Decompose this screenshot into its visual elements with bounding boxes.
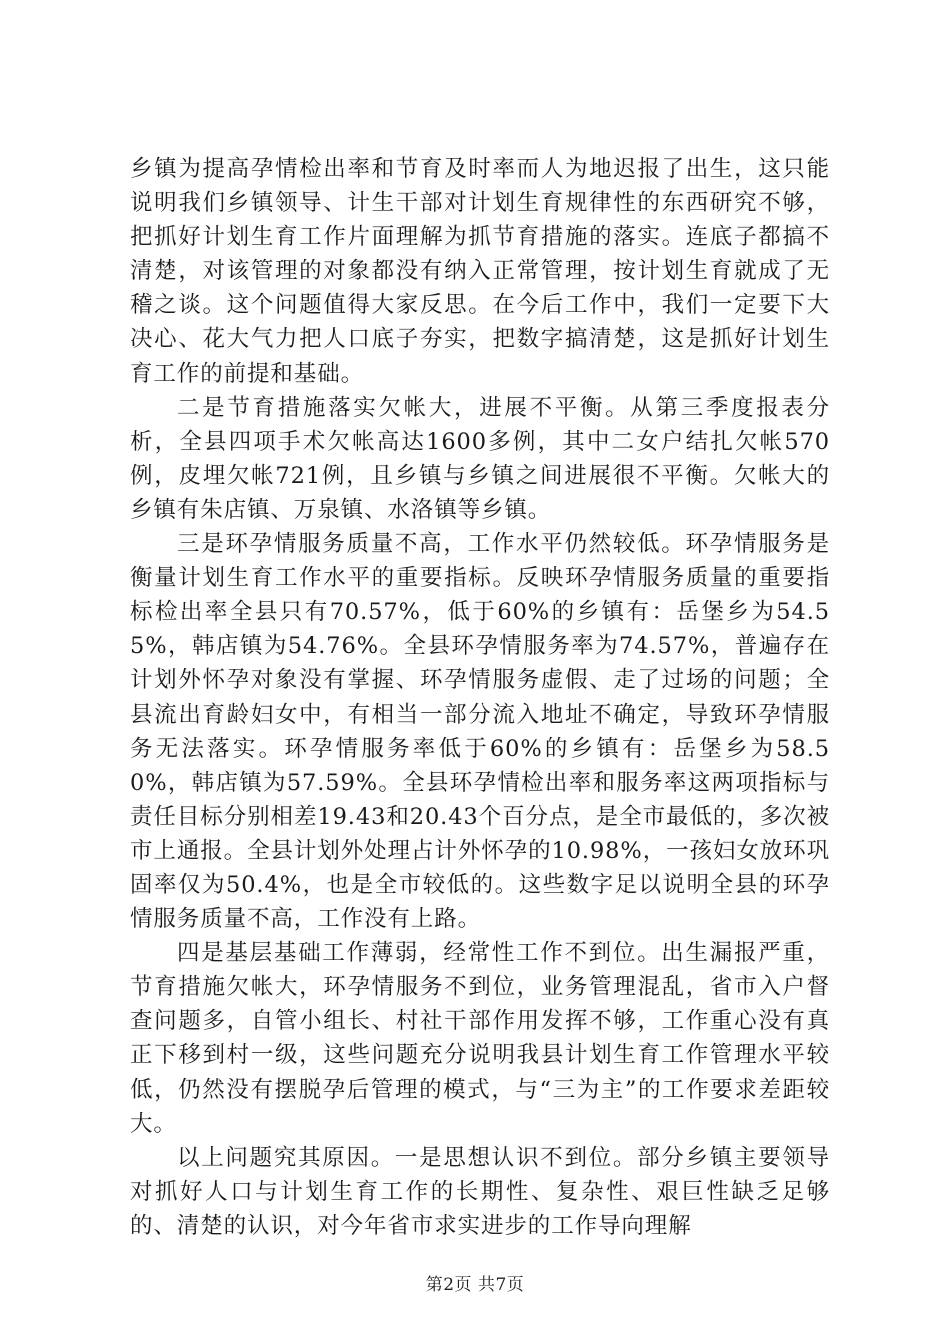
- paragraph-continuation: 乡镇为提高孕情检出率和节育及时率而人为地迟报了出生，这只能说明我们乡镇领导、计生干部对计划生育规律性的东西研究不够，把抓好计划生育工作片面理解为抓节育措施的落实。连底子都搞不清楚，对该管理的对象都没有纳入正常管理，按计划生育就成了无稽之谈。这个问题值得大家反思。在今后工作中，我们一定要下大决心、花大气力把人口底子夯实，把数字搞清楚，这是抓好计划生育工作的前提和基础。: [130, 156, 830, 387]
- paragraph-point-four: 四是基层基础工作薄弱，经常性工作不到位。出生漏报严重，节育措施欠帐大，环孕情服务不到位，业务管理混乱，省市入户督查问题多，自管小组长、村社干部作用发挥不够，工作重心没有真正下移到村一级，这些问题充分说明我县计划生育工作管理水平较低，仍然没有摆脱孕后管理的模式，与“三为主”的工作要求差距较大。: [130, 940, 830, 1137]
- paragraph-point-two: 二是节育措施落实欠帐大，进展不平衡。从第三季度报表分析，全县四项手术欠帐高达1600多例，其中二女户结扎欠帐570例，皮埋欠帐721例，且乡镇与乡镇之间进展很不平衡。欠帐大的乡镇有朱店镇、万泉镇、水洛镇等乡镇。: [130, 394, 830, 523]
- page-footer: 第2页 共7页: [425, 1275, 525, 1295]
- document-body: [130, 152, 830, 1243]
- paragraph-causes: 以上问题究其原因。一是思想认识不到位。部分乡镇主要领导对抓好人口与计划生育工作的长期性、复杂性、艰巨性缺乏足够的、清楚的认识，对今年省市求实进步的工作导向理解: [130, 1144, 830, 1239]
- paragraph-point-three: 三是环孕情服务质量不高，工作水平仍然较低。环孕情服务是衡量计划生育工作水平的重要指标。反映环孕情服务质量的重要指标检出率全县只有70.57%，低于60%的乡镇有：岳堡乡为54.55%，韩店镇为54.76%。全县环孕情服务率为74.57%，普遍存在计划外怀孕对象没有掌握、环孕情服务虚假、走了过场的问题；全县流出育龄妇女中，有相当一部分流入地址不确定，导致环孕情服务无法落实。环孕情服务率低于60%的乡镇有：岳堡乡为58.50%，韩店镇为57.59%。全县环孕情检出率和服务率这两项指标与责任目标分别相差19.43和20.43个百分点，是全市最低的，多次被市上通报。全县计划外处理占计外怀孕的10.98%，一孩妇女放环巩固率仅为50.4%，也是全市较低的。这些数字足以说明全县的环孕情服务质量不高，工作没有上路。: [130, 531, 830, 933]
